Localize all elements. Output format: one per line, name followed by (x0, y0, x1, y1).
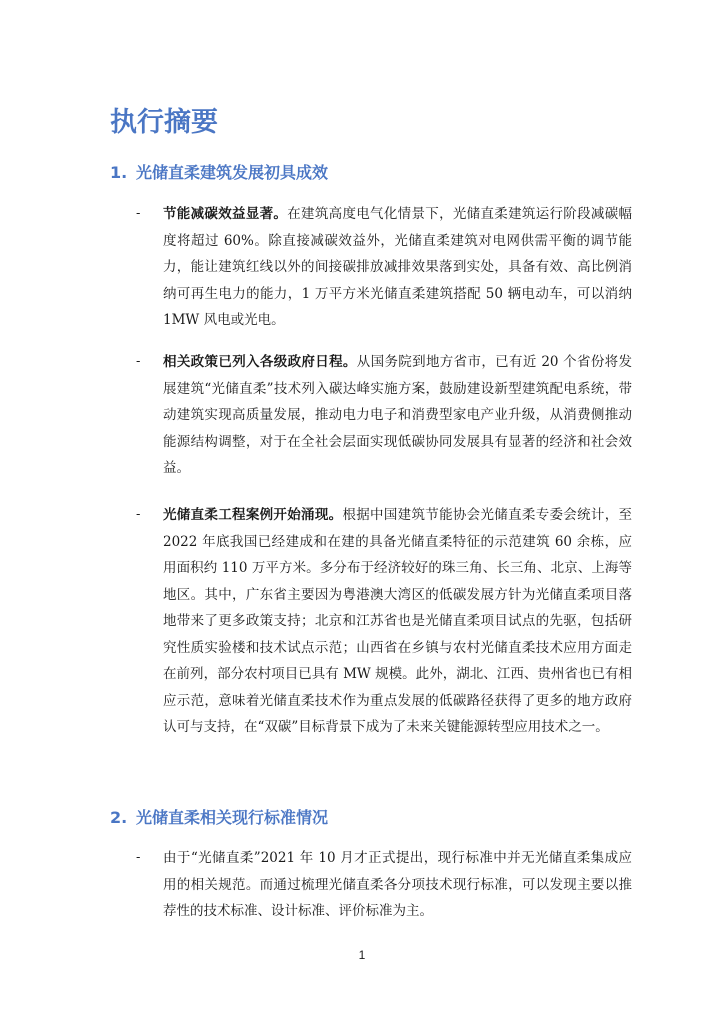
bullet-text: 根据中国建筑节能协会光储直柔专委会统计，至 2022 年底我国已经建成和在建的具备光储直柔特征的示范建筑 60 余栋，应用面积约 110 万平方米。多分布于经济较好的珠三角、长三角、北京、上海等地区。其中，广东省主要因为粤港澳大湾区的低碳发展方针为光储直柔项目落地带来了更多政策支持；北京和江苏省也是光储直柔项目试点的先驱，包括研究性质实验楼和技术试点示范；山西省在乡镇与农村光储直柔技术应用方面走在前列，部分农村项目已具有 MW 规模。此外，湖北、江西、贵州省也已有相应示范，意味着光储直柔技术作为重点发展的低碳路径获得了更多的地方政府认可与支持，在“双碳”目标背景下成为了未来关键能源转型应用技术之一。 (163, 507, 633, 735)
bullet-body (163, 845, 632, 925)
bullet-lead: 光储直柔工程案例开始涌现。 (163, 507, 343, 523)
section-title: 光储直柔建筑发展初具成效 (136, 163, 329, 182)
bullet-lead: 相关政策已列入各级政府日程。 (163, 354, 357, 370)
section-heading-1 (110, 160, 328, 183)
page-number: 1 (358, 948, 366, 962)
bullet-item (110, 201, 632, 334)
bullet-body (163, 349, 632, 482)
bullet-dash: - (136, 206, 141, 221)
bullet-dash: - (136, 850, 141, 865)
bullet-item (110, 845, 632, 925)
bullet-dash: - (136, 507, 141, 522)
page-title: 执行摘要 (110, 107, 218, 138)
bullet-text: 在建筑高度电气化情景下，光储直柔建筑运行阶段减碳幅度将超过 60%。除直接减碳效益外，光储直柔建筑对电网供需平衡的调节能力，能让建筑红线以外的间接碳排放减排效果落到实处，具备有效、高比例消纳可再生电力的能力，1 万平方米光储直柔建筑搭配 50 辆电动车，可以消纳 1MW 风电或光电。 (163, 206, 633, 328)
bullet-text: 从国务院到地方省市，已有近 20 个省份将发展建筑“光储直柔”技术列入碳达峰实施方案，鼓励建设新型建筑配电系统，带动建筑实现高质量发展，推动电力电子和消费型家电产业升级，从消费侧推动能源结构调整，对于在全社会层面实现低碳协同发展具有显著的经济和社会效益。 (163, 354, 632, 476)
section-heading-2 (110, 805, 328, 828)
section-title: 光储直柔相关现行标准情况 (136, 808, 329, 827)
bullet-body (163, 502, 632, 741)
bullet-dash: - (136, 354, 141, 369)
bullet-text: 由于“光储直柔”2021 年 10 月才正式提出，现行标准中并无光储直柔集成应用的相关规范。而通过梳理光储直柔各分项技术现行标准，可以发现主要以推荐性的技术标准、设计标准、评价标准为主。 (163, 850, 632, 919)
bullet-lead: 节能减碳效益显著。 (163, 206, 288, 222)
section-number: 1. (110, 163, 128, 182)
bullet-body (163, 201, 632, 334)
bullet-item (110, 349, 632, 482)
bullet-item (110, 502, 632, 741)
section-number: 2. (110, 808, 128, 827)
